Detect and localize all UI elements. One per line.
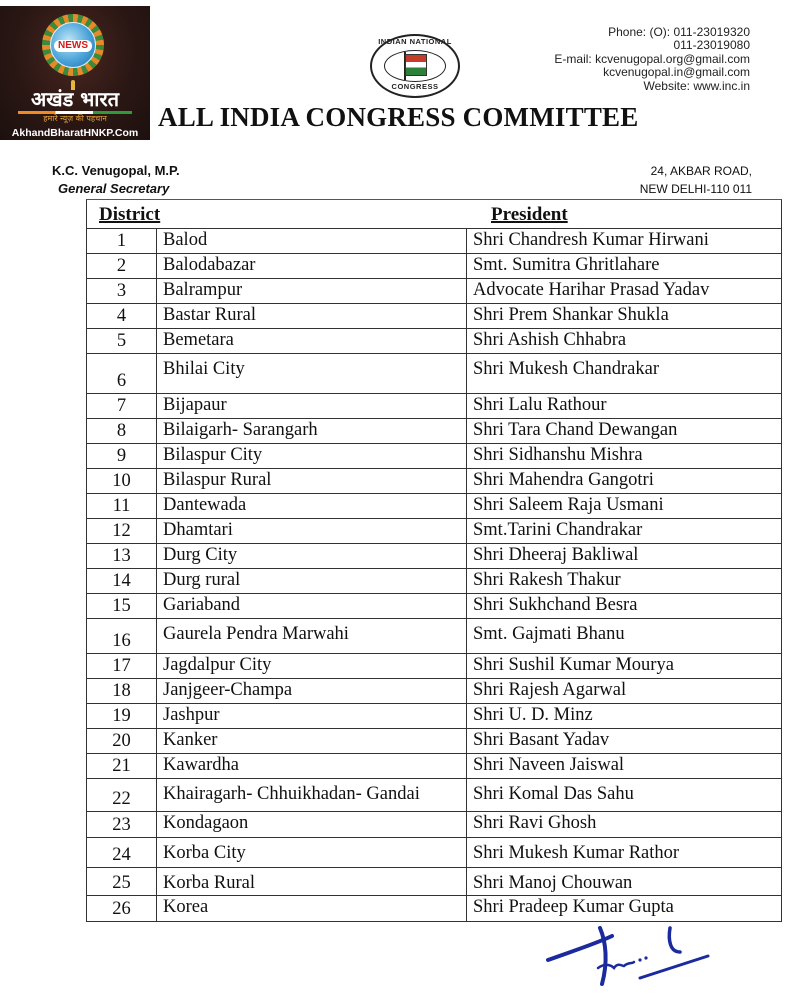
- brand-tagline: हमारे न्यूज़ की पहचान: [43, 114, 107, 123]
- district-cell: Dhamtari: [157, 519, 467, 543]
- row-number: 13: [87, 544, 157, 568]
- table-row: [87, 304, 781, 329]
- table-row: [87, 594, 781, 619]
- sender-block: [52, 162, 180, 198]
- president-cell: Shri Lalu Rathour: [473, 395, 607, 415]
- row-number: 7: [87, 394, 157, 418]
- phone-line-1: Phone: (O): 011-23019320: [608, 25, 750, 39]
- news-channel-logo: [0, 6, 150, 140]
- district-cell: Kawardha: [157, 754, 467, 778]
- district-cell: Bilaspur Rural: [157, 469, 467, 493]
- district-cell: Jashpur: [157, 704, 467, 728]
- president-cell: Shri Komal Das Sahu: [473, 784, 634, 804]
- row-number: 11: [87, 494, 157, 518]
- president-cell: Smt. Gajmati Bhanu: [473, 624, 625, 644]
- row-number: 4: [87, 304, 157, 328]
- table-row: [87, 229, 781, 254]
- row-number: 3: [87, 279, 157, 303]
- table-row: [87, 354, 781, 394]
- row-number: 17: [87, 654, 157, 678]
- table-row: [87, 868, 781, 896]
- contact-block: [554, 26, 750, 93]
- table-row: [87, 619, 781, 654]
- district-president-table: [86, 199, 782, 922]
- table-row: [87, 329, 781, 354]
- table-row: [87, 419, 781, 444]
- row-number: 24: [87, 838, 157, 867]
- district-cell: Korea: [157, 896, 467, 921]
- row-number: 2: [87, 254, 157, 278]
- table-row: [87, 519, 781, 544]
- table-row: [87, 812, 781, 838]
- president-cell: Smt. Sumitra Ghritlahare: [473, 255, 660, 275]
- brand-name-hindi: अखंड भारत: [30, 87, 120, 111]
- president-cell: Shri Sushil Kumar Mourya: [473, 655, 674, 675]
- org-title: ALL INDIA CONGRESS COMMITTEE: [158, 102, 639, 132]
- table-row: [87, 779, 781, 812]
- row-number: 14: [87, 569, 157, 593]
- row-number: 10: [87, 469, 157, 493]
- president-cell: Shri Manoj Chouwan: [473, 873, 633, 893]
- president-cell: Advocate Harihar Prasad Yadav: [473, 280, 710, 300]
- president-cell: Shri Naveen Jaiswal: [473, 755, 625, 775]
- emblem-top-text: INDIAN NATIONAL: [378, 37, 452, 46]
- table-row: [87, 679, 781, 704]
- president-cell: Shri U. D. Minz: [473, 705, 593, 725]
- table-row: [87, 394, 781, 419]
- email-line-1: E-mail: kcvenugopal.org@gmail.com: [554, 51, 750, 66]
- president-cell: Shri Sidhanshu Mishra: [473, 445, 643, 465]
- district-cell: Bilaspur City: [157, 444, 467, 468]
- district-cell: Durg rural: [157, 569, 467, 593]
- address-block: [640, 162, 752, 198]
- president-cell: Shri Tara Chand Dewangan: [473, 420, 678, 440]
- president-cell: Shri Ashish Chhabra: [473, 330, 627, 350]
- president-cell: Shri Mahendra Gangotri: [473, 470, 654, 490]
- row-number: 12: [87, 519, 157, 543]
- district-cell: Jagdalpur City: [157, 654, 467, 678]
- table-row: [87, 896, 781, 921]
- president-cell: Shri Basant Yadav: [473, 730, 610, 750]
- sender-role: General Secretary: [58, 181, 170, 196]
- row-number: 1: [87, 229, 157, 253]
- president-cell: Shri Dheeraj Bakliwal: [473, 545, 639, 565]
- table-row: [87, 569, 781, 594]
- district-cell: Kondagaon: [157, 812, 467, 837]
- row-number: 8: [87, 419, 157, 443]
- phone-line-2: 011-23019080: [673, 38, 750, 53]
- table-row: [87, 754, 781, 779]
- president-cell: Shri Sukhchand Besra: [473, 595, 638, 615]
- district-cell: Kanker: [157, 729, 467, 753]
- president-cell: Shri Mukesh Chandrakar: [473, 359, 659, 379]
- district-cell: Balod: [157, 229, 467, 253]
- district-cell: Janjgeer-Champa: [157, 679, 467, 703]
- district-cell: Korba Rural: [157, 868, 467, 895]
- website-line: Website: www.inc.in: [643, 78, 750, 93]
- district-cell: Bilaigarh- Sarangarh: [157, 419, 467, 443]
- table-row: [87, 704, 781, 729]
- header-district: District: [99, 204, 161, 225]
- district-cell: Bastar Rural: [157, 304, 467, 328]
- header-president: President: [491, 204, 568, 225]
- emblem-bottom-text: CONGRESS: [391, 82, 439, 91]
- row-number: 21: [87, 754, 157, 778]
- news-badge: NEWS: [54, 40, 92, 52]
- district-cell: Dantewada: [157, 494, 467, 518]
- row-number: 16: [87, 619, 157, 653]
- row-number: 25: [87, 868, 157, 895]
- row-number: 22: [87, 779, 157, 811]
- table-row: [87, 654, 781, 679]
- signature-icon: [540, 922, 720, 992]
- district-cell: Bijapaur: [157, 394, 467, 418]
- row-number: 9: [87, 444, 157, 468]
- email-line-2: kcvenugopal.in@gmail.com: [603, 65, 750, 80]
- row-number: 19: [87, 704, 157, 728]
- district-cell: Khairagarh- Chhuikhadan- Gandai: [157, 779, 467, 811]
- district-cell: Bemetara: [157, 329, 467, 353]
- row-number: 26: [87, 896, 157, 921]
- table-row: [87, 254, 781, 279]
- president-cell: Shri Saleem Raja Usmani: [473, 495, 664, 515]
- row-number: 20: [87, 729, 157, 753]
- address-line-1: 24, AKBAR ROAD,: [650, 164, 752, 178]
- president-cell: Smt.Tarini Chandrakar: [473, 520, 643, 540]
- president-cell: Shri Chandresh Kumar Hirwani: [473, 230, 709, 250]
- row-number: 6: [87, 354, 157, 393]
- row-number: 5: [87, 329, 157, 353]
- table-header: [87, 200, 781, 229]
- table-row: [87, 544, 781, 569]
- flag-icon: [405, 54, 427, 76]
- inc-emblem: [370, 34, 460, 98]
- row-number: 23: [87, 812, 157, 837]
- president-cell: Shri Pradeep Kumar Gupta: [473, 897, 674, 917]
- district-cell: Balodabazar: [157, 254, 467, 278]
- brand-website: AkhandBharatHNKP.Com: [11, 127, 139, 139]
- sender-name: K.C. Venugopal, M.P.: [52, 163, 180, 178]
- president-cell: Shri Rajesh Agarwal: [473, 680, 627, 700]
- table-row: [87, 729, 781, 754]
- president-cell: Shri Prem Shankar Shukla: [473, 305, 669, 325]
- president-cell: Shri Ravi Ghosh: [473, 813, 597, 833]
- table-row: [87, 494, 781, 519]
- table-row: [87, 444, 781, 469]
- table-row: [87, 838, 781, 868]
- district-cell: Gaurela Pendra Marwahi: [157, 619, 467, 653]
- row-number: 15: [87, 594, 157, 618]
- district-cell: Durg City: [157, 544, 467, 568]
- district-cell: Gariaband: [157, 594, 467, 618]
- district-cell: Bhilai City: [157, 354, 467, 393]
- district-cell: Korba City: [157, 838, 467, 867]
- row-number: 18: [87, 679, 157, 703]
- table-row: [87, 469, 781, 494]
- address-line-2: NEW DELHI-110 011: [639, 182, 752, 196]
- president-cell: Shri Rakesh Thakur: [473, 570, 621, 590]
- president-cell: Shri Mukesh Kumar Rathor: [473, 843, 680, 863]
- table-row: [87, 279, 781, 304]
- district-cell: Balrampur: [157, 279, 467, 303]
